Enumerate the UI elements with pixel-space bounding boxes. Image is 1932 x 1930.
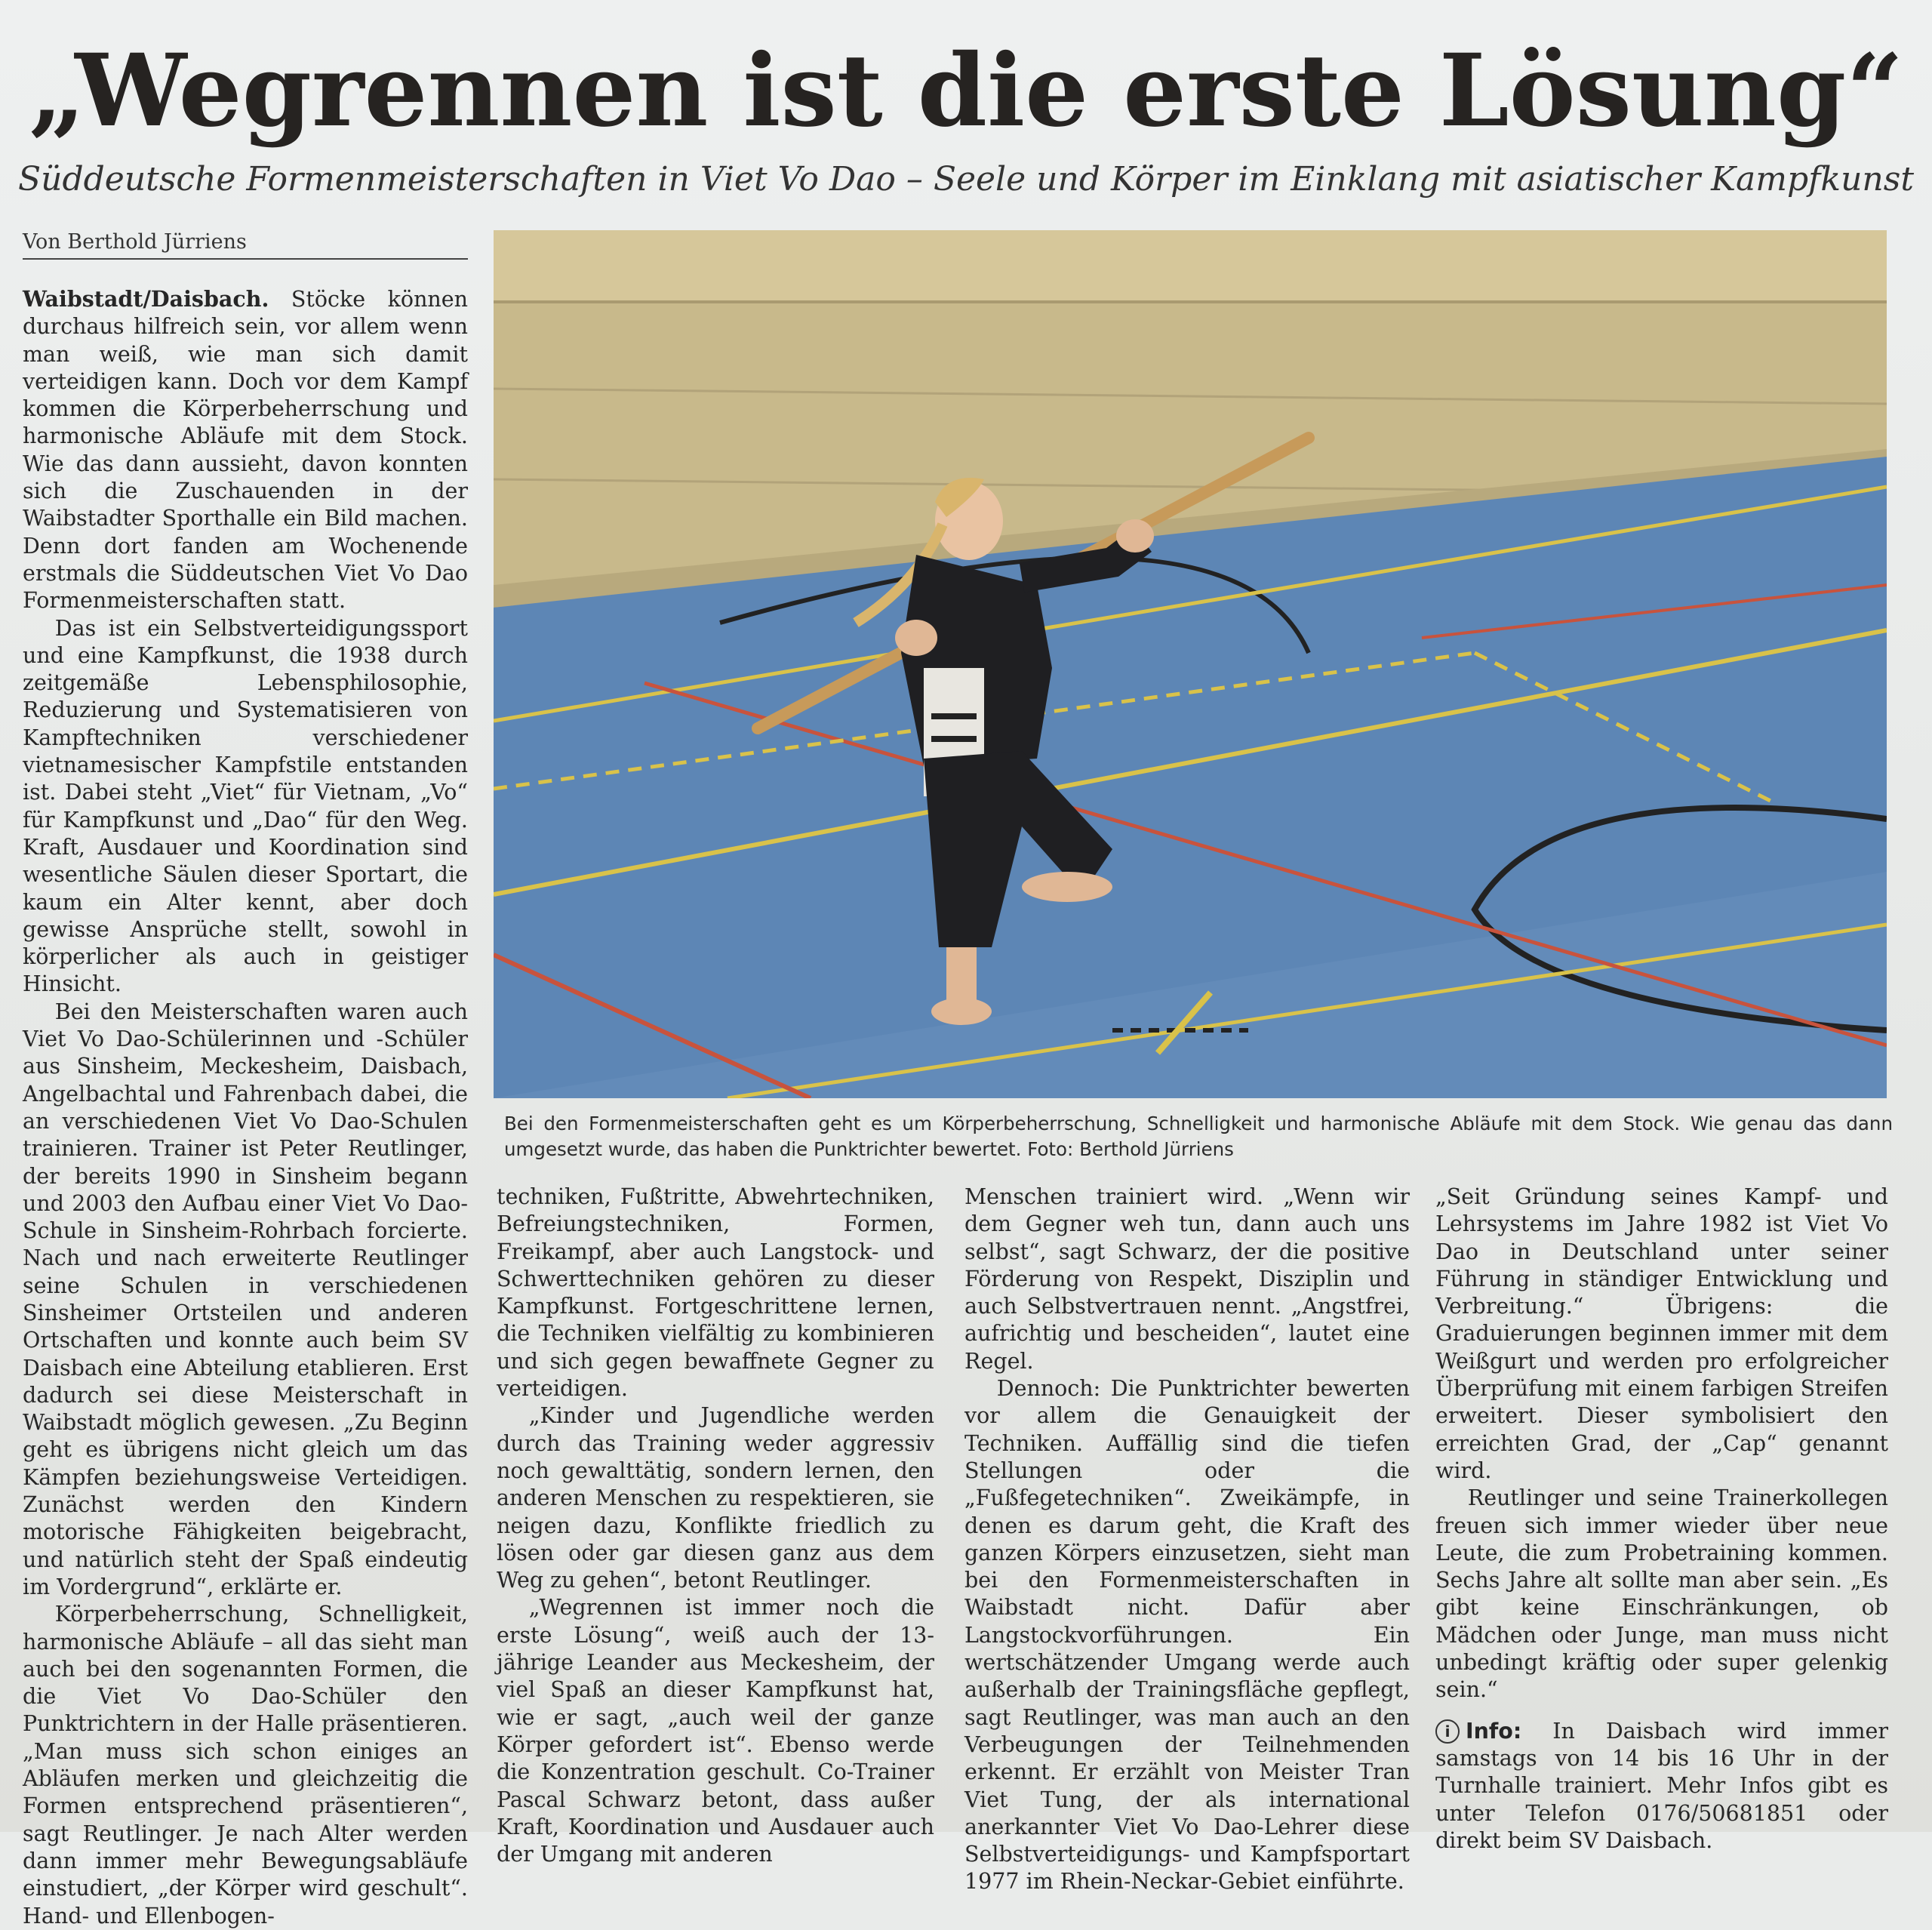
paragraph: Bei den Meisterschaften waren auch Viet Vo Dao-Schülerinnen und -Schüler aus Sinsheim, Meckesheim, Daisbach, Angelbachtal und Fahrenbach dabei, die an verschiedenen Viet Vo Dao-Schulen trainieren. Trainer ist Peter Reutlinger, der bereits 1990 in Sinsheim begann und 2003 den Aufbau einer Viet Vo Dao-Schule in Sinsheim-Rohrbach forcierte. Nach und nach erweiterte Reutlinger seine Schulen in verschiedenen Sinsheimer Ortsteilen und anderen Ortschaften und konnte auch beim SV Daisbach eine Abteilung etablieren. Erst dadurch sei diese Meisterschaft in Waibstadt möglich gewesen. „Zu Beginn geht es übrigens nicht gleich um das Kämpfen beziehungsweise Verteidigen. Zunächst werden den Kindern motorische Fähigkeiten beigebracht, und natürlich steht der Spaß eindeutig im Vordergrund“, erklärte er. — [23, 999, 468, 1599]
paragraph: Das ist ein Selbstverteidigungssport und eine Kampfkunst, die 1938 durch zeitgemäße Lebensphilosophie, Reduzierung und Systematisieren von Kampftechniken verschiedener vietnamesischer Kampfstile entstanden ist. Dabei steht „Viet“ für Vietnam, „Vo“ für Kampfkunst und „Dao“ für den Weg. Kraft, Ausdauer und Koordination sind wesentliche Säulen dieser Sportart, die kaum ein Alter kennt, aber doch gewisse Ansprüche stellt, sowohl in körperlicher als auch in geistiger Hinsicht. — [23, 615, 468, 997]
article-photo — [494, 230, 1887, 1098]
article-column-3 — [964, 1184, 1410, 1896]
paragraph: techniken, Fußtritte, Abwehrtechniken, Befreiungstechniken, Formen, Freikampf, aber auch Langstock- und Schwerttechniken gehören zu dieser Kampfkunst. Fortgeschrittene lernen, die Techniken vielfältig zu kombinieren und sich gegen bewaffnete Gegner zu verteidigen. — [497, 1184, 934, 1402]
article-byline: Von Berthold Jürriens — [23, 230, 468, 260]
article-column-1 — [23, 285, 468, 1930]
dateline: Waibstadt/Daisbach. — [23, 286, 269, 312]
info-box — [1435, 1718, 1888, 1855]
paragraph: Körperbeherrschung, Schnelligkeit, harmonische Abläufe – all das sieht man auch bei den sogenannten Formen, die die Viet Vo Dao-Schüler den Punktrichtern in der Halle präsentieren. „Man muss sich schon einiges an Abläufen merken und gleichzeitig die Formen entsprechend präsentieren“, sagt Reutlinger. Je nach Alter werden dann immer mehr Bewegungsabläufe einstudiert, „der Körper wird geschult“. Hand- und Ellenbogen- — [23, 1602, 468, 1928]
article-column-4 — [1435, 1184, 1888, 1855]
article-subheadline: Süddeutsche Formenmeisterschaften in Viet Vo Dao – Seele und Körper im Einklang mit asiatischer Kampfkunst — [17, 160, 1915, 199]
paragraph: Dennoch: Die Punktrichter bewerten vor allem die Genauigkeit der Techniken. Auffällig sind die tiefen Stellungen oder die „Fußfegetechniken“. Zweikämpfe, in denen es darum geht, die Kraft des ganzen Körpers einzusetzen, sieht man bei den Formenmeisterschaften in Waibstadt nicht. Dafür aber Langstockvorführungen. Ein wertschätzender Umgang werde auch außerhalb der Trainingsfläche gepflegt, sagt Reutlinger, was man auch an den Verbeugungen der Teilnehmenden erkennt. Er erzählt von Meister Tran Viet Tung, der als international anerkannter Viet Vo Dao-Lehrer diese Selbstverteidigungs- und Kampfsportart 1977 im Rhein-Neckar-Gebiet einführte. — [964, 1376, 1410, 1895]
photo-caption: Bei den Formenmeisterschaften geht es um Körperbeherrschung, Schnelligkeit und harmonische Abläufe mit dem Stock. Wie genau das dann umgesetzt wurde, das haben die Punktrichter bewertet. Foto: Berthold Jürriens — [504, 1113, 1893, 1160]
paragraph: Reutlinger und seine Trainerkollegen freuen sich immer wieder über neue Leute, die zum Probetraining kommen. Sechs Jahre alt sollte man aber sein. „Es gibt keine Einschränkungen, ob Mädchen oder Junge, man muss nicht unbedingt kräftig oder super gelenkig sein.“ — [1435, 1485, 1888, 1703]
paragraph: „Kinder und Jugendliche werden durch das Training weder aggressiv noch gewalttätig, sondern lernen, den anderen Menschen zu respektieren, sie neigen dazu, Konflikte friedlich zu lösen oder gar diesen ganz aus dem Weg zu gehen“, betont Reutlinger. — [497, 1403, 934, 1593]
photo-girl-with-staff — [494, 230, 1887, 1098]
article-column-2 — [497, 1184, 934, 1868]
paragraph: Menschen trainiert wird. „Wenn wir dem Gegner weh tun, dann auch uns selbst“, sagt Schwarz, der die positive Förderung von Respekt, Disziplin und auch Selbstvertrauen nennt. „Angstfrei, aufrichtig und bescheiden“, lautet eine Regel. — [964, 1184, 1410, 1374]
info-icon: i — [1435, 1719, 1460, 1744]
paragraph: Waibstadt/Daisbach. Stöcke können durchaus hilfreich sein, vor allem wenn man weiß, wie man sich damit verteidigen kann. Doch vor dem Kampf kommen die Körperbeherrschung und harmonische Abläufe mit dem Stock. Wie das dann aussieht, davon konnten sich die Zuschauenden in der Waibstadter Sporthalle ein Bild machen. Denn dort fanden am Wochenende erstmals die Süddeutschen Viet Vo Dao Formenmeisterschaften statt. — [23, 286, 468, 614]
info-label: Info: — [1466, 1718, 1522, 1744]
info-text: In Daisbach wird immer samstags von 14 bis 16 Uhr in der Turnhalle trainiert. Mehr Infos gibt es unter Telefon 0176/50681851 oder direkt beim SV Daisbach. — [1435, 1718, 1888, 1853]
article-headline: „Wegrennen ist die erste Lösung“ — [28, 32, 1904, 149]
paragraph: „Wegrennen ist immer noch die erste Lösung“, weiß auch der 13-jährige Leander aus Meckesheim, der viel Spaß an dieser Kampfkunst hat, wie er sagt, „auch weil der ganze Körper gefordert ist“. Ebenso werde die Konzentration geschult. Co-Trainer Pascal Schwarz betont, dass außer Kraft, Koordination und Ausdauer auch der Umgang mit anderen — [497, 1595, 934, 1867]
paragraph: „Seit Gründung seines Kampf- und Lehrsystems im Jahre 1982 ist Viet Vo Dao in Deutschland unter seiner Führung in ständiger Entwicklung und Verbreitung.“ Übrigens: die Graduierungen beginnen immer mit dem Weißgurt und werden pro erfolgreicher Überprüfung mit einem farbigen Streifen erweitert. Dieser symbolisiert den erreichten Grad, der „Cap“ genannt wird. — [1435, 1184, 1888, 1483]
